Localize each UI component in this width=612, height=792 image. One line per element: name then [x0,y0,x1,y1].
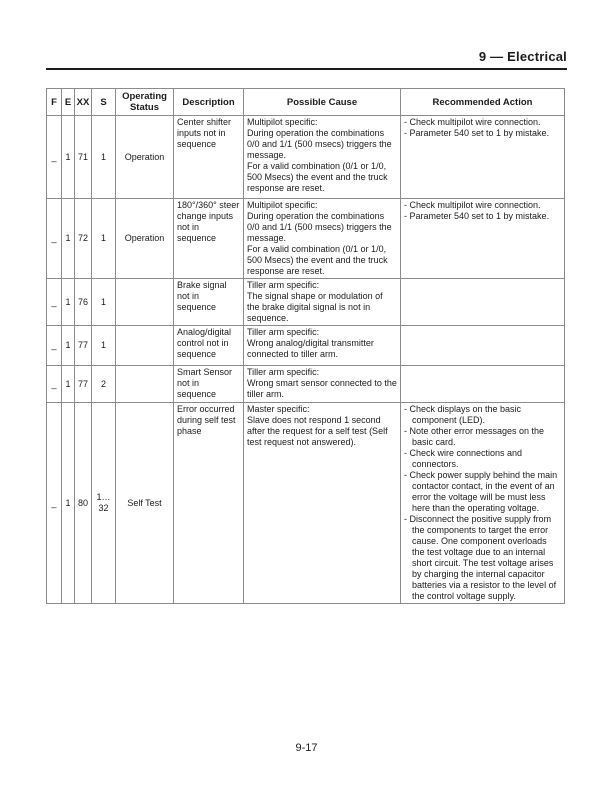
cell-e: 1 [62,366,75,403]
cause-line: Master specific: [247,404,310,414]
action-item: - Check wire connections and connectors. [404,448,523,469]
cell-recommended-action [401,116,565,199]
cell-possible-cause [244,279,401,326]
cell-recommended-action [401,366,565,403]
cell-s: 1 [92,326,116,366]
cell-f: _ [47,403,62,604]
action-item: - Check power supply behind the main contactor contact, in the event of an error the voltage will be must less here than the operating voltage. [404,470,558,513]
cell-description: Center shifter inputs not in sequence [174,116,244,199]
action-item: - Check multipilot wire connection. [404,200,541,210]
cell-xx: 80 [75,403,92,604]
cell-s: 1 [92,199,116,279]
cell-e: 1 [62,326,75,366]
col-header-description: Description [174,89,244,116]
table-header-row [47,89,565,116]
cell-e: 1 [62,199,75,279]
cell-operating-status [116,326,174,366]
cell-operating-status: Self Test [116,403,174,604]
table-row [47,326,565,366]
cell-possible-cause [244,366,401,403]
cell-possible-cause [244,326,401,366]
cell-operating-status [116,366,174,403]
cell-f: _ [47,199,62,279]
action-item: - Note other error messages on the basic card. [404,426,545,447]
error-code-table [46,88,565,604]
action-item: - Parameter 540 set to 1 by mistake. [404,211,550,221]
cell-e: 1 [62,116,75,199]
cause-line: Tiller arm specific: [247,367,320,377]
cause-line: Multipilot specific: [247,117,318,127]
cell-xx: 76 [75,279,92,326]
cell-s: 1 [92,116,116,199]
cell-s: 2 [92,366,116,403]
table-row [47,199,565,279]
cause-line: Slave does not respond 1 second after the request for a self test (Self test request not answered). [247,415,388,447]
table-row [47,366,565,403]
cell-possible-cause [244,403,401,604]
cell-xx: 77 [75,326,92,366]
cell-possible-cause [244,199,401,279]
col-header-f: F [47,89,62,116]
cell-f: _ [47,326,62,366]
cause-line: For a valid combination (0/1 or 1/0, 500 Msecs) the event and the truck response are reset. [247,161,388,193]
cause-line: Tiller arm specific: [247,327,320,337]
cell-description: Smart Sensor not in sequence [174,366,244,403]
col-header-operating-status: Operating Status [116,89,174,116]
cause-line: Wrong smart sensor connected to the tiller arm. [247,378,397,399]
cell-possible-cause [244,116,401,199]
cell-operating-status: Operation [116,116,174,199]
cell-operating-status: Operation [116,199,174,279]
cell-description: Brake signal not in sequence [174,279,244,326]
col-header-e: E [62,89,75,116]
cell-s: 1 [92,279,116,326]
cause-line: Multipilot specific: [247,200,318,210]
cause-line: During operation the combinations 0/0 and 1/1 (500 msecs) triggers the message. [247,128,392,160]
cell-description: 180°/360° steer change inputs not in sequence [174,199,244,279]
cell-xx: 77 [75,366,92,403]
cell-f: _ [47,116,62,199]
table-row [47,116,565,199]
cell-recommended-action [401,403,565,604]
cell-f: _ [47,279,62,326]
col-header-recommended-action: Recommended Action [401,89,565,116]
cell-recommended-action [401,279,565,326]
cause-line: During operation the combinations 0/0 and 1/1 (500 msecs) triggers the message. [247,211,392,243]
cell-description: Analog/digital control not in sequence [174,326,244,366]
header-rule [46,68,567,70]
action-item: - Parameter 540 set to 1 by mistake. [404,128,550,138]
action-item: - Disconnect the positive supply from the components to target the error cause. One component overloads the test voltage due to an internal short circuit. The test voltage arises by charging the internal capacitor batteries via a resistor to the level of the control voltage supply. [404,514,557,601]
cell-xx: 72 [75,199,92,279]
table-row [47,279,565,326]
cell-operating-status [116,279,174,326]
action-item: - Check displays on the basic component (LED). [404,404,522,425]
cell-f: _ [47,366,62,403]
cause-line: The signal shape or modulation of the brake digital signal is not in sequence. [247,291,383,323]
cause-line: Wrong analog/digital transmitter connected to tiller arm. [247,338,374,359]
page-number: 9-17 [295,742,318,754]
cell-e: 1 [62,403,75,604]
col-header-possible-cause: Possible Cause [244,89,401,116]
cell-s: 1…32 [92,403,116,604]
action-item: - Check multipilot wire connection. [404,117,541,127]
cell-recommended-action [401,326,565,366]
cell-xx: 71 [75,116,92,199]
page-header-title: 9 — Electrical [478,49,567,64]
cell-description: Error occurred during self test phase [174,403,244,604]
col-header-s: S [92,89,116,116]
cell-e: 1 [62,279,75,326]
cell-recommended-action [401,199,565,279]
col-header-xx: XX [75,89,92,116]
table-row [47,403,565,604]
cause-line: For a valid combination (0/1 or 1/0, 500 Msecs) the event and the truck response are reset. [247,244,388,276]
cause-line: Tiller arm specific: [247,280,320,290]
